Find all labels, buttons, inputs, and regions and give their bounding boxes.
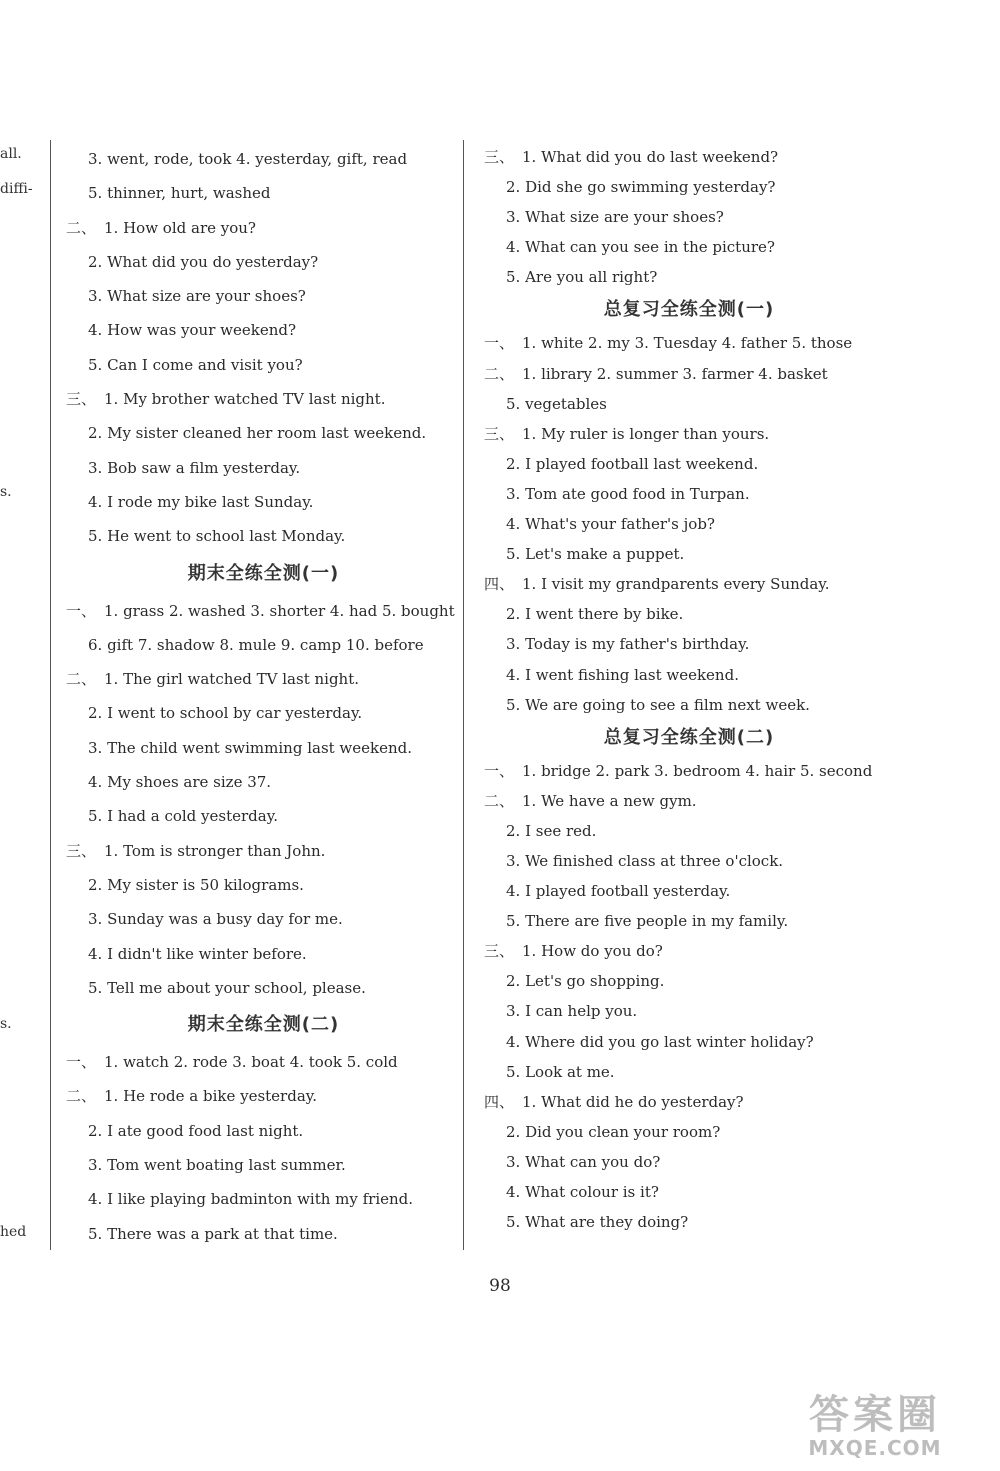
answer-text: 5. What are they doing? bbox=[506, 1213, 689, 1232]
answer-text: 4. I didn't like winter before. bbox=[88, 944, 307, 963]
answer-line bbox=[484, 389, 894, 419]
answer-text: 3. Today is my father's birthday. bbox=[506, 635, 750, 654]
answer-column-left bbox=[66, 142, 461, 1251]
answer-line bbox=[66, 765, 461, 799]
answer-text: 1. He rode a bike yesterday. bbox=[104, 1087, 318, 1106]
answer-line bbox=[484, 449, 894, 479]
answer-text: 4. Where did you go last winter holiday? bbox=[506, 1032, 814, 1051]
answer-line bbox=[484, 569, 894, 599]
answer-text: 5. We are going to see a film next week. bbox=[506, 695, 810, 714]
edge-fragment-2: diffi- bbox=[0, 181, 33, 197]
answer-text: 5. Let's make a puppet. bbox=[506, 545, 685, 564]
site-watermark bbox=[790, 1393, 960, 1463]
answer-text: 3. We finished class at three o'clock. bbox=[506, 851, 784, 870]
question-group-number: 一、 bbox=[484, 334, 515, 353]
answer-text: 6. gift 7. shadow 8. mule 9. camp 10. before bbox=[88, 635, 424, 654]
answer-text: 2. Did you clean your room? bbox=[506, 1122, 721, 1141]
answer-text: 2. Did she go swimming yesterday? bbox=[506, 178, 776, 197]
answer-text: 3. Tom ate good food in Turpan. bbox=[506, 484, 750, 503]
question-group-number: 四、 bbox=[484, 1092, 515, 1111]
answer-text: 1. My brother watched TV last night. bbox=[104, 390, 386, 409]
answer-line bbox=[66, 348, 461, 382]
answer-text: 1. library 2. summer 3. farmer 4. basket bbox=[522, 364, 828, 383]
answer-text: 5. There are five people in my family. bbox=[506, 912, 789, 931]
answer-text: 4. I like playing badminton with my friend. bbox=[88, 1190, 414, 1209]
answer-line bbox=[484, 846, 894, 876]
question-group-number: 二、 bbox=[66, 1087, 97, 1106]
answer-text: 4. How was your weekend? bbox=[88, 321, 297, 340]
answer-text: 3. What can you do? bbox=[506, 1152, 661, 1171]
answer-text: 3. Tom went boating last summer. bbox=[88, 1156, 346, 1175]
answer-text: 5. Tell me about your school, please. bbox=[88, 978, 366, 997]
answer-line bbox=[484, 1117, 894, 1147]
answer-line bbox=[484, 419, 894, 449]
answer-text: 5. There was a park at that time. bbox=[88, 1224, 338, 1243]
answer-line bbox=[66, 382, 461, 416]
answer-line bbox=[484, 172, 894, 202]
answer-line bbox=[484, 996, 894, 1026]
answer-text: 5. He went to school last Monday. bbox=[88, 527, 346, 546]
answer-text: 1. grass 2. washed 3. shorter 4. had 5. bought bbox=[104, 601, 455, 620]
answer-line bbox=[66, 1148, 461, 1182]
answer-line bbox=[484, 906, 894, 936]
answer-text: 1. The girl watched TV last night. bbox=[104, 670, 359, 689]
answer-text: 2. I ate good food last night. bbox=[88, 1121, 304, 1140]
answer-line bbox=[66, 211, 461, 245]
answer-line bbox=[484, 786, 894, 816]
center-column-rule bbox=[463, 140, 464, 1250]
answer-text: 2. I played football last weekend. bbox=[506, 454, 759, 473]
answer-line bbox=[484, 1027, 894, 1057]
page-number: 98 bbox=[489, 1276, 511, 1296]
answer-line bbox=[66, 834, 461, 868]
answer-line bbox=[66, 902, 461, 936]
edge-fragment-1: all. bbox=[0, 146, 22, 162]
answer-text: 1. bridge 2. park 3. bedroom 4. hair 5. second bbox=[522, 761, 873, 780]
question-group-number: 一、 bbox=[66, 601, 97, 620]
answer-line bbox=[484, 202, 894, 232]
answer-line bbox=[484, 816, 894, 846]
answer-line bbox=[484, 599, 894, 629]
answer-line bbox=[66, 937, 461, 971]
answer-text: 3. went, rode, took 4. yesterday, gift, read bbox=[88, 150, 408, 168]
answer-text: 5. Can I come and visit you? bbox=[88, 355, 303, 374]
answer-line bbox=[66, 1217, 461, 1251]
answer-line bbox=[484, 936, 894, 966]
answer-text: 5. Are you all right? bbox=[506, 268, 658, 287]
section-title: 总复习全练全测(二) bbox=[603, 726, 775, 748]
answer-line bbox=[66, 799, 461, 833]
edge-fragment-4: s. bbox=[0, 1016, 12, 1032]
answer-line bbox=[66, 868, 461, 902]
answer-text: 1. I visit my grandparents every Sunday. bbox=[522, 575, 830, 594]
question-group-number: 二、 bbox=[66, 670, 97, 689]
answer-line bbox=[484, 966, 894, 996]
answer-text: 5. thinner, hurt, washed bbox=[88, 184, 271, 203]
answer-line bbox=[66, 1114, 461, 1148]
edge-fragment-3: s. bbox=[0, 484, 12, 500]
section-title: 总复习全练全测(一) bbox=[603, 299, 775, 321]
section-title: 期末全练全测(一) bbox=[187, 562, 340, 584]
answer-line bbox=[484, 1087, 894, 1117]
question-group-number: 二、 bbox=[484, 364, 515, 383]
answer-text: 1. We have a new gym. bbox=[522, 791, 697, 810]
answer-line bbox=[484, 232, 894, 262]
answer-line bbox=[484, 629, 894, 659]
answer-text: 4. I went fishing last weekend. bbox=[506, 665, 739, 684]
answer-text: 4. I rode my bike last Sunday. bbox=[88, 492, 314, 511]
answer-text: 4. I played football yesterday. bbox=[506, 882, 731, 901]
answer-text: 3. The child went swimming last weekend. bbox=[88, 738, 413, 757]
answer-text: 1. What did you do last weekend? bbox=[522, 148, 779, 166]
answer-line bbox=[66, 313, 461, 347]
answer-text: 1. My ruler is longer than yours. bbox=[522, 424, 770, 443]
answer-line bbox=[66, 1079, 461, 1113]
answer-text: 3. What size are your shoes? bbox=[506, 208, 724, 227]
answer-text: 4. What's your father's job? bbox=[506, 515, 715, 534]
answer-text: 1. watch 2. rode 3. boat 4. took 5. cold bbox=[104, 1053, 398, 1072]
answer-text: 1. Tom is stronger than John. bbox=[104, 841, 326, 860]
answer-line bbox=[66, 279, 461, 313]
answer-text: 1. white 2. my 3. Tuesday 4. father 5. those bbox=[522, 334, 853, 353]
answer-line bbox=[66, 662, 461, 696]
section-title: 期末全练全测(二) bbox=[187, 1014, 340, 1036]
answer-line bbox=[66, 142, 461, 176]
answer-text: 3. I can help you. bbox=[506, 1002, 638, 1021]
answer-line bbox=[484, 756, 894, 786]
answer-line bbox=[484, 876, 894, 906]
answer-line bbox=[66, 519, 461, 553]
answer-line bbox=[66, 416, 461, 450]
answer-line bbox=[66, 485, 461, 519]
answer-text: 2. I went to school by car yesterday. bbox=[88, 704, 363, 723]
watermark-url: MXQE.COM bbox=[808, 1436, 942, 1460]
answer-text: 3. What size are your shoes? bbox=[88, 287, 306, 306]
answer-text: 5. vegetables bbox=[506, 394, 607, 413]
answer-line bbox=[66, 971, 461, 1005]
question-group-number: 一、 bbox=[66, 1053, 97, 1072]
answer-line bbox=[66, 1045, 461, 1079]
question-group-number: 三、 bbox=[484, 424, 515, 443]
answer-line bbox=[484, 1147, 894, 1177]
question-group-number: 四、 bbox=[484, 575, 515, 594]
answer-text: 2. My sister is 50 kilograms. bbox=[88, 875, 304, 894]
question-group-number: 一、 bbox=[484, 761, 515, 780]
answer-text: 2. What did you do yesterday? bbox=[88, 252, 319, 271]
watermark-logo-text: 答案圈 bbox=[809, 1392, 941, 1438]
answer-text: 4. My shoes are size 37. bbox=[88, 773, 272, 792]
answer-text: 5. I had a cold yesterday. bbox=[88, 807, 278, 826]
question-group-number: 三、 bbox=[484, 148, 515, 166]
answer-line bbox=[484, 1207, 894, 1237]
answer-line bbox=[66, 1182, 461, 1216]
answer-line bbox=[66, 731, 461, 765]
answer-line bbox=[484, 359, 894, 389]
answer-text: 4. What colour is it? bbox=[506, 1183, 659, 1201]
answer-line bbox=[484, 262, 894, 292]
answer-line bbox=[484, 479, 894, 509]
answer-text: 2. Let's go shopping. bbox=[506, 972, 665, 991]
answer-line bbox=[66, 245, 461, 279]
answer-text: 3. Sunday was a busy day for me. bbox=[88, 910, 343, 929]
answer-line bbox=[484, 660, 894, 690]
answer-text: 3. Bob saw a film yesterday. bbox=[88, 458, 301, 477]
edge-fragment-5: hed bbox=[0, 1224, 27, 1240]
answer-text: 5. Look at me. bbox=[506, 1062, 615, 1081]
answer-line bbox=[484, 690, 894, 720]
answer-text: 4. What can you see in the picture? bbox=[506, 238, 775, 257]
answer-line bbox=[66, 696, 461, 730]
answer-text: 1. How old are you? bbox=[104, 218, 256, 237]
answer-text: 2. I see red. bbox=[506, 821, 597, 840]
answer-line bbox=[484, 328, 894, 358]
answer-line bbox=[484, 142, 894, 172]
answer-line bbox=[66, 451, 461, 485]
question-group-number: 三、 bbox=[484, 942, 515, 961]
answer-text: 2. My sister cleaned her room last weekend. bbox=[88, 424, 427, 443]
answer-line bbox=[66, 594, 461, 628]
answer-line bbox=[66, 628, 461, 662]
answer-line bbox=[484, 1057, 894, 1087]
question-group-number: 二、 bbox=[484, 791, 515, 810]
answer-text: 1. What did he do yesterday? bbox=[522, 1092, 744, 1111]
answer-line bbox=[484, 539, 894, 569]
answer-text: 1. How do you do? bbox=[522, 942, 663, 961]
answer-line bbox=[484, 509, 894, 539]
answer-column-right bbox=[484, 142, 894, 1237]
question-group-number: 二、 bbox=[66, 218, 97, 237]
answer-text: 2. I went there by bike. bbox=[506, 605, 684, 624]
question-group-number: 三、 bbox=[66, 390, 97, 409]
answer-line bbox=[66, 176, 461, 210]
answer-line bbox=[484, 1177, 894, 1207]
question-group-number: 三、 bbox=[66, 841, 97, 860]
left-margin-rule bbox=[50, 140, 51, 1250]
